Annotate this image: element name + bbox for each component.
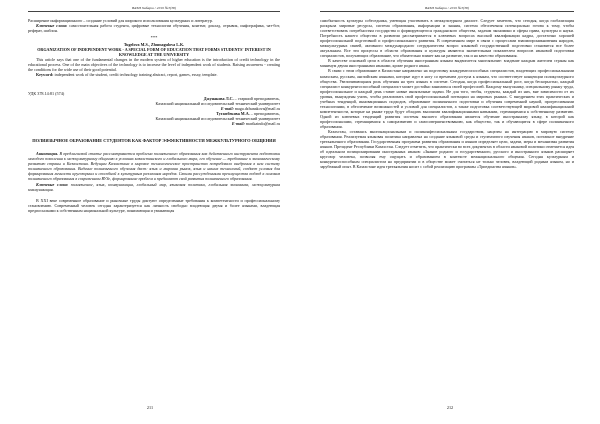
title-en: ORGANIZATION OF INDEPENDENT WORK - A SPECIAL FORM OF EDUCATION THAT FORMS STUDENTS' INTEREST IN KNOWLEDGE AT THE UNIVERSITY xyxy=(37,47,271,58)
author-2-org: Казахский национальный исследовательский технический университет xyxy=(155,115,280,121)
author-2-email-label: E-mail: xyxy=(231,120,245,126)
keywords-en-label: Keyword: xyxy=(36,72,54,78)
author-2 xyxy=(28,111,280,126)
annotation-label: Аннотация. xyxy=(36,151,59,157)
author-1-email-label: E-mail: xyxy=(220,105,234,111)
authors-en: Tugelova M.S., Zhumagulova L.K. xyxy=(123,42,185,48)
running-head-right: ВАЭИ Хабарш / 2019 №3(38) xyxy=(320,6,574,12)
author-1-email: maga.dzhunakova@mail.ru xyxy=(233,105,280,111)
right-paragraph-4: Казахстан, оставаясь многонациональным и поликонфессиональным государством, нацелен на интеграцию в мировую систему образования. Реализуемая языковая политика направлена на создание языковой среды и ступенчатого изучения языков, поэтапное внедрение трехъязычного образования. Государственная программа развития образования и языков определяет цели, задачи, меры и механизмы развития языков. Президент Республики Казахстан. Следует отметить, что практически во всех документах в области языковой политики отмечается идея об идеальном позиционировании иностранных языков: «Знание родного и государственного, русского и иностранного языков расширяет кругозор человека, позволяя ему ощущать и образованием в контексте межнационального общения. Сегодня культурным и конкурентоспособным специалистом на предприятии и в обществе может считаться не только человек, владеющий родным языком, но и зарубежный опыт. В Казахстане идея трехъязычия носит с собой реализацию программы «Триединства языков». xyxy=(320,129,574,170)
abstract-en: This article says that one of the fundamental changes in the modern system of higher education is the introduction of credit technology in the educational process. One of the main objectives of the technology is to increase the level of independent work of students. Raising awareness - creating the conditions for the wide use of their good potential. xyxy=(28,57,280,73)
keywords-ru xyxy=(28,23,280,33)
keywords-ru-label: Ключевые слова: xyxy=(36,23,68,29)
right-page-body xyxy=(320,18,574,169)
intro-paragraph: Расширение информационного – создание условий для широкого использования культурных и литератур. xyxy=(28,18,213,23)
keywords-ru-2-label: Ключевые слова: xyxy=(36,181,69,187)
author-1-role: – старший преподаватель, xyxy=(233,95,280,101)
running-head-left: ВАЭИ Хабарш / 2019 №3(38) xyxy=(28,6,280,12)
keywords-en xyxy=(28,72,280,77)
right-paragraph-1: самобытность культуры собеседника, умеющая участвовать в межкультурном диалоге. Следует заметить, что сегодня, когда глобализация раскрыла мировые ресурсы, система образования, информации и знания, система обеспечения потенциально готова к тому, чтобы соответствовать потребностям государства и формирующегося гражданского общества, задачам экономики и сферы права, культуры и науки. Потребность нашего общества в развитии рассматривается в ключевых вопросах высокой квалификации кадры, достаточно хорошей профессиональной подготовкой и профессионального развития. В современном мире в связи с процессами взаимопроникновения народов, межкультурных связей, активного международного сотрудничества вопрос языковой государственной подготовки становится все более актуальным. Все эти процессы в области образования и культуры являются значительным показателем вопросов языковой подготовки специалистов, получающих образование, что обязательно влияет как на развитие, так и на качество образования. xyxy=(320,18,574,59)
annotation xyxy=(28,151,280,181)
keywords-en-text: independent work of the student, credit technology training abstract, report, games, essay, template. xyxy=(53,72,218,78)
keywords-ru-2-text: полиязычное, язык, коммуникация, глобальный мир, языковая политика, глобальная экономика, межкультурная коммуникация. xyxy=(28,181,280,192)
author-2-name: Тугамбекова М.А. xyxy=(216,110,250,116)
title-ru: ПОЛИЯЗЫЧНОЕ ОБРАЗОВАНИЕ СТУДЕНТОВ КАК ФАКТОР ЭФФЕКТИВНОСТИ МЕЖКУЛЬТУРНОГО ОБЩЕНИЯ xyxy=(32,137,276,143)
author-2-email: marikaindo@mail.ru xyxy=(244,120,280,126)
annotation-text: В предлагаемой статье рассматривается проблема полиязычного образования как действенного инструмента подготовки молодого поколения к межкультурному общению в условиях казахстанского и глобального мира, его обучение — требование к экономическому развитию страны и Казахстана. Ведущим Казахстана в мировое технологическое пространство потребовало внедрения в нем систему полиязычного образования. Видение полиязычного обучения даст: язык и мировая рынок, язык и наших технологий, создает условия для формирования личности кругозорных и способной к культурным различиям народов. Своими рассуждениями преимущества подход к основам полиязычного образования в современном ВУЗе, формирование проблем и предлагают свой развития полиязычного образования. xyxy=(28,151,280,182)
right-paragraph-2: В качестве основной цели в области обучения иностранным языкам выдвигается многоязычие: владение каждым жителем страны как минимум двумя иностранными языками, кроме родного языка. xyxy=(320,58,574,69)
keywords-ru-2 xyxy=(28,182,280,192)
author-1 xyxy=(28,96,280,111)
page-number-left: 211 xyxy=(146,405,154,410)
body-paragraph: В XXI веке современное образование и рыночные труды диктуют определенные требования к компетентности и профессиональному становлению. Современный человек сегодня характеризуется как личность свободно владеющая двумя и более языками, владеющая предпосылками к собственным национальной культуре, понимающая и уважающая xyxy=(28,197,280,213)
udc-code: УДК 378.14:81 (574) xyxy=(28,90,65,96)
left-page-body xyxy=(28,18,280,213)
author-1-org: Казахский национальный исследовательский технический университет xyxy=(155,100,280,106)
page-number-right: 212 xyxy=(446,405,454,410)
author-2-role: – преподаватель, xyxy=(249,110,280,116)
keywords-ru-text: самостоятельная работа студента, цифровые технологии обучения, контент, доклад, отрывок, инфографика, чат-бот, реферат, шаблон. xyxy=(28,23,280,34)
separator: *** xyxy=(150,35,158,41)
right-page xyxy=(300,0,600,424)
author-1-name: Джунакова Л.С. xyxy=(203,95,234,101)
right-paragraph-3: В связи с этим образование в Казахстане направлено на подготовку конкурентоспособных специалистов, владеющих профессиональными казахским, русским, английским языками, которые идут в ногу со временем доступа к языкам, что соответствует концепции поликультурного общества. Увеличивающаяся роль обучения на трех языках в системе. Сегодня, когда профессиональный рост, когда бескорыстно, каждый специалист конкурентоспособный специалист может достойно заниматься своей профессией. Каждому выпускнику, специальному рынку труда, профессиональное и каждый день ставит новые иноязычные задачи. Не для того, чтобы, студенты, каждый из них, вне зависимости от их уровня, вынуждены учить, чтобы реализовать свой профессиональный потенциал на мировых рынках. С внедрением этих практических и учебных тенденций, инновационных подходов, образование полиязычного подготовки и обучения современной наукой, прогрессивными технологиями, в обеспечение возможностей и условий для специалистов, а также подготовка соответствующей мировой квалификационной компетентности, которые на рынке труда будут обладать высокими квалификационными навыками, стремящимися к собственному развитию. Одной из ключевых тенденций развития системы высшего образования является обучение иностранному языку, в которой как профессионалами, стремящимися к саморазвитию и самосовершенствованию, как общество, так и обучающиеся в сфере полиязычного образования. xyxy=(320,68,574,129)
